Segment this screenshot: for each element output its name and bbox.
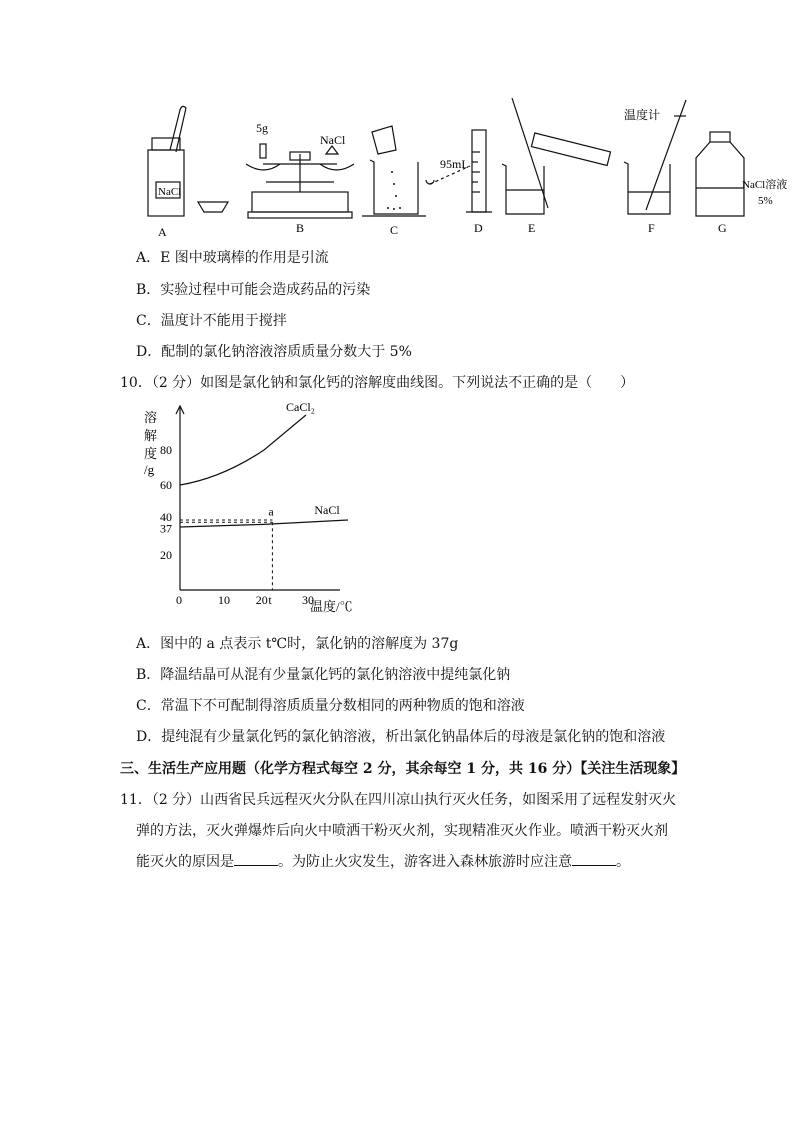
volume-label: 95mL xyxy=(440,157,469,171)
beaker-e xyxy=(502,98,611,214)
step-label-c: C xyxy=(390,223,399,237)
step-label-g: G xyxy=(718,221,727,235)
x-tick-label-0: 0 xyxy=(176,593,182,607)
q10-option-b: B．降温结晶可从混有少量氯化钙的氯化钠溶液中提纯氯化钠 xyxy=(136,667,511,683)
q11-line-3-part-a: 能灭火的原因是 xyxy=(136,854,234,870)
q11-line-3-part-b: 。为防止火灾发生，游客进入森林旅游时应注意 xyxy=(278,854,572,870)
x-axis-title: 温度/℃ xyxy=(310,599,353,614)
measuring-cylinder-d xyxy=(426,130,492,212)
q11-line-3-part-c: 。 xyxy=(616,854,630,870)
q10-option-a: A．图中的 a 点表示 t℃时，氯化钠的溶解度为 37g xyxy=(136,636,459,652)
q11-line-1: 11．（2 分）山西省民兵远程灭火分队在四川凉山执行灭火任务，如图采用了远程发射灭火 xyxy=(120,792,677,808)
y-axis-label xyxy=(144,410,157,477)
beaker-c xyxy=(362,126,426,216)
series-label-cacl2: CaCl₂ xyxy=(286,400,315,414)
y-axis-label-char-1: 溶 xyxy=(144,410,158,425)
step-label-b: B xyxy=(296,221,305,235)
series-line-1 xyxy=(180,520,348,527)
balance-b xyxy=(246,144,354,218)
bottle-label-line2: 5% xyxy=(758,195,773,207)
series-label-nacl: NaCl xyxy=(314,503,340,517)
q11-answer-blank-1[interactable] xyxy=(234,853,278,866)
reagent-bottle-g xyxy=(696,132,744,216)
x-tick-label-1: 10 xyxy=(218,593,230,607)
weight-label: 5g xyxy=(256,121,268,135)
reagent-jar-a xyxy=(148,106,228,216)
step-label-d: D xyxy=(474,221,483,235)
y-tick-label-3: 60 xyxy=(160,478,172,492)
q9-option-c: C．温度计不能用于搅拌 xyxy=(136,313,287,329)
q11-answer-blank-2[interactable] xyxy=(572,853,616,866)
salt-particles xyxy=(387,171,401,210)
q9-option-d: D．配制的氯化钠溶液溶质质量分数大于 5% xyxy=(136,344,412,360)
q9-option-b: B．实验过程中可能会造成药品的污染 xyxy=(136,282,371,298)
y-tick-label-2: 40 xyxy=(160,510,172,524)
nacl-balance-label: NaCl xyxy=(320,133,346,147)
y-axis-label-char-4: /g xyxy=(144,462,155,477)
series-line-0 xyxy=(180,415,306,485)
x-tick-label-4: 30 xyxy=(302,593,314,607)
y-axis-label-char-3: 度 xyxy=(144,446,158,461)
q11-line-3 xyxy=(136,853,630,871)
y-tick-label-4: 80 xyxy=(160,443,172,457)
y-tick-label-1: 37 xyxy=(160,521,172,536)
chart-axes xyxy=(176,406,340,590)
bottle-label-line1: NaCl溶液 xyxy=(742,179,788,191)
step-label-e: E xyxy=(528,221,536,235)
thermometer-label: 温度计 xyxy=(624,108,661,122)
q9-option-a: A．E 图中玻璃棒的作用是引流 xyxy=(136,250,329,266)
experiment-figure xyxy=(130,92,794,242)
step-labels xyxy=(158,221,727,239)
x-tick-label-3: t xyxy=(268,593,272,607)
y-tick-label-0: 20 xyxy=(160,548,172,562)
nacl-jar-label: NaCl xyxy=(158,186,182,198)
q10-option-d: D．提纯混有少量氯化钙的氯化钠溶液，析出氯化钠晶体后的母液是氯化钠的饱和溶液 xyxy=(136,729,666,745)
point-label: a xyxy=(268,504,274,519)
q10-option-c: C．常温下不可配制得溶质质量分数相同的两种物质的饱和溶液 xyxy=(136,698,525,714)
y-axis-label-char-2: 解 xyxy=(144,428,158,443)
step-label-a: A xyxy=(158,225,167,239)
step-label-f: F xyxy=(648,221,655,235)
solubility-chart xyxy=(140,400,380,620)
section-3-title: 三、生活生产应用题（化学方程式每空 2 分，其余每空 1 分，共 16 分）【关注生活现象】 xyxy=(120,761,686,777)
q10-stem: 10．（2 分）如图是氯化钠和氯化钙的溶解度曲线图。下列说法不正确的是（ ） xyxy=(120,375,635,391)
x-tick-label-2: 20 xyxy=(255,593,268,607)
q11-line-2: 弹的方法，灭火弹爆炸后向火中喷洒干粉灭火剂，实现精准灭火作业。喷洒干粉灭火剂 xyxy=(136,823,668,839)
